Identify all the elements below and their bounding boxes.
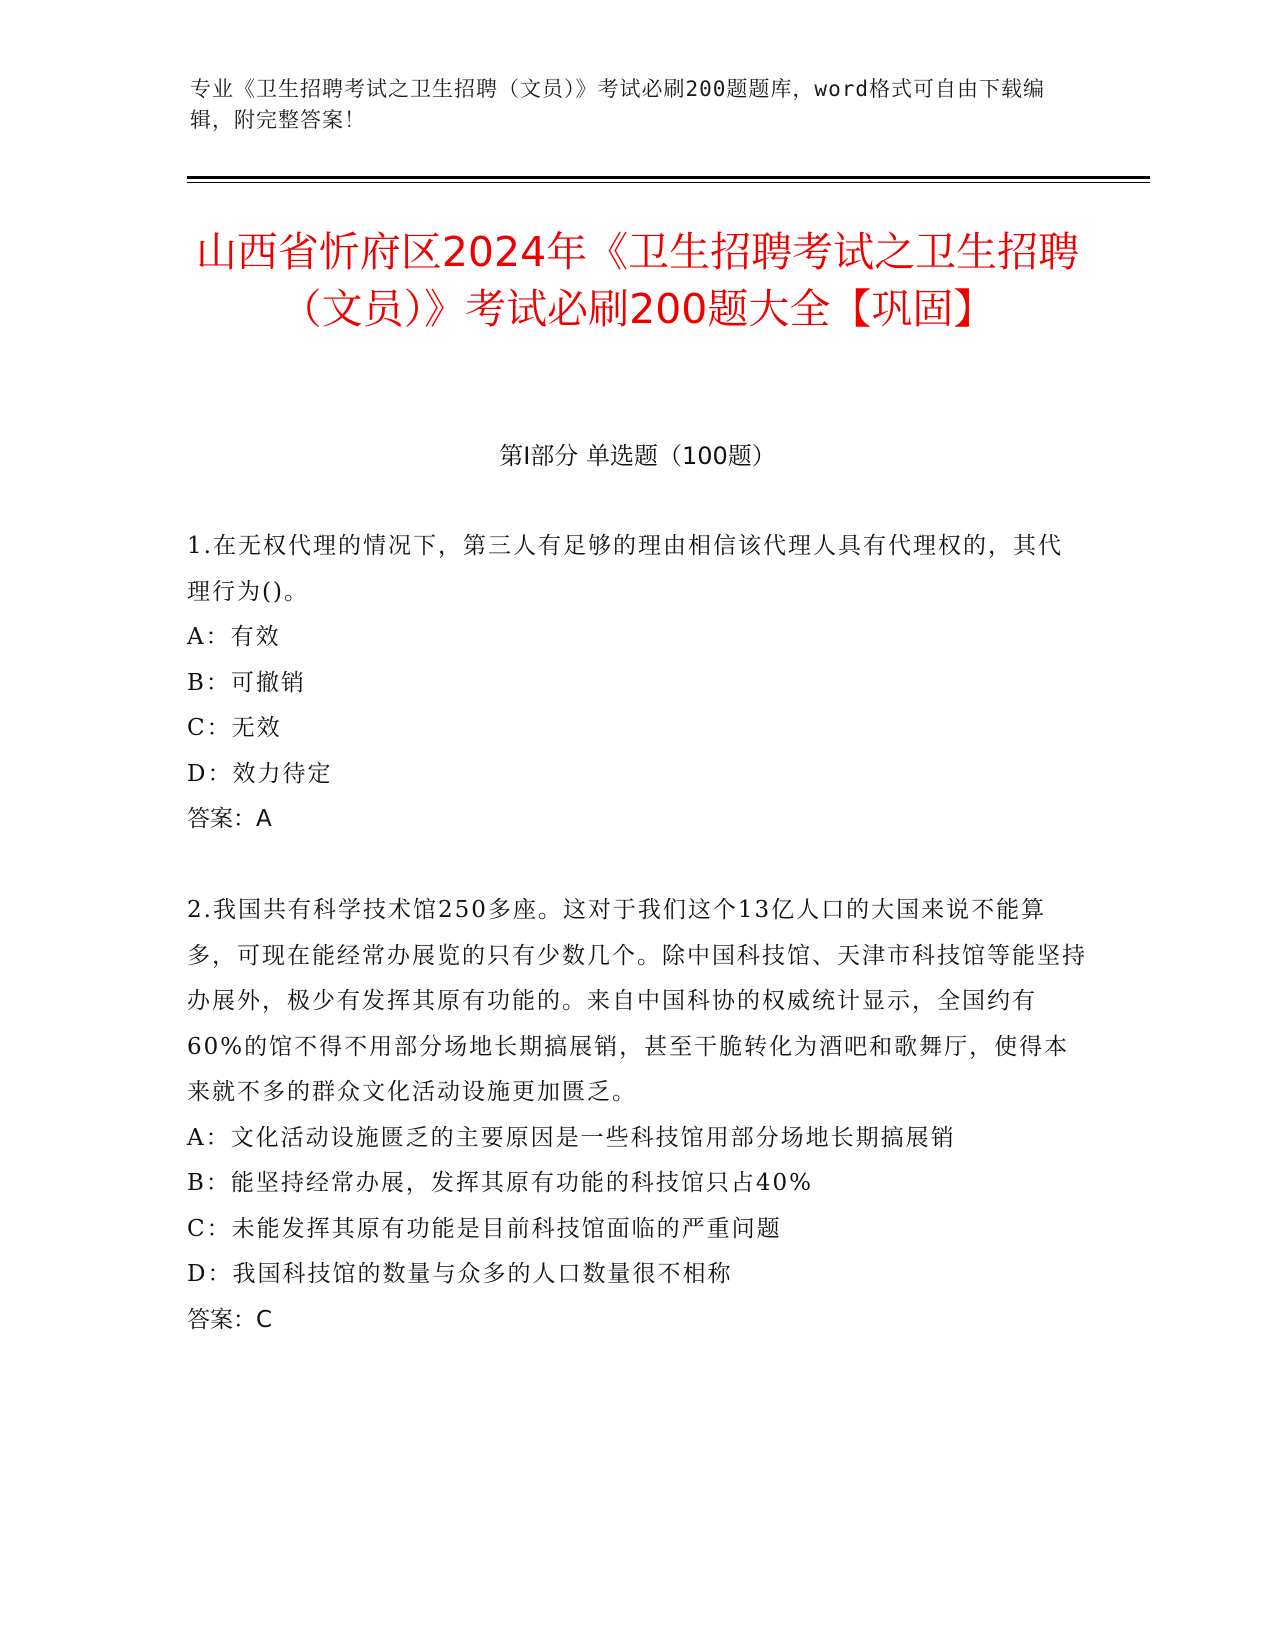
question-stem: 1.在无权代理的情况下，第三人有足够的理由相信该代理人具有代理权的，其代理行为()。 <box>187 533 1063 605</box>
option-c: C：无效 <box>187 715 282 741</box>
option-b: B：可撤销 <box>187 669 306 696</box>
question-stem: 2.我国共有科学技术馆250多座。这对于我们这个13亿人口的大国来说不能算多，可现在能经常办展览的只有少数几个。除中国科技馆、天津市科技馆等能坚持办展外，极少有发挥其原有功能的。来自中国科协的权威统计显示，全国约有60%的馆不得不用部分场地长期搞展销，甚至干脆转化为酒吧和歌舞厅，使得本来就不多的群众文化活动设施更加匮乏。 <box>187 897 1087 1105</box>
option-d: D：我国科技馆的数量与众多的人口数量很不相称 <box>187 1261 733 1287</box>
option-a: A：有效 <box>187 624 281 650</box>
header-note: 专业《卫生招聘考试之卫生招聘（文员）》考试必刷200题题库，word格式可自由下载编辑，附完整答案！ <box>190 77 1045 132</box>
option-a: A：文化活动设施匮乏的主要原因是一些科技馆用部分场地长期搞展销 <box>187 1124 956 1151</box>
header-divider-thin <box>187 182 1150 183</box>
header-divider-thick <box>187 176 1150 179</box>
option-d: D：效力待定 <box>187 760 333 787</box>
question-2 <box>187 888 1087 1343</box>
question-1 <box>187 524 1087 843</box>
answer: 答案：A <box>187 806 272 832</box>
answer: 答案：C <box>187 1306 273 1333</box>
option-b: B：能坚持经常办展，发挥其原有功能的科技馆只占40% <box>187 1170 814 1196</box>
document-title: 山西省忻府区2024年《卫生招聘考试之卫生招聘（文员）》考试必刷200题大全【巩固】 <box>195 228 1080 333</box>
option-c: C：未能发挥其原有功能是目前科技馆面临的严重问题 <box>187 1215 782 1242</box>
section-heading: 第Ⅰ部分 单选题（100题） <box>499 442 776 470</box>
